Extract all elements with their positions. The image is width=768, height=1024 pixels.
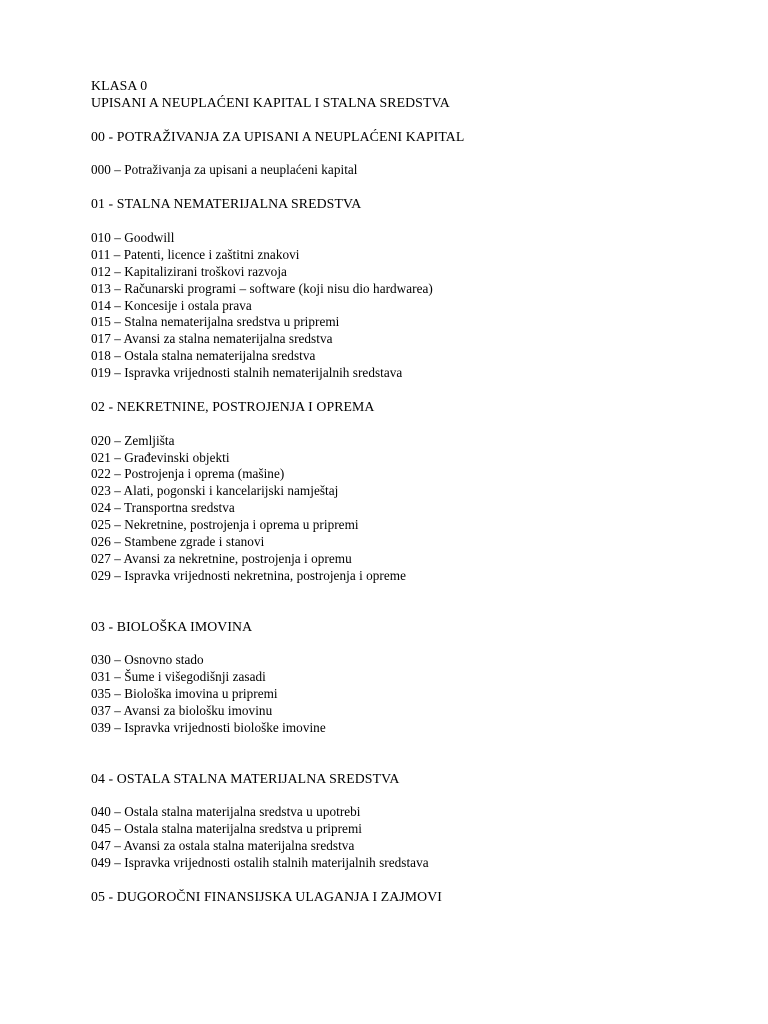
account-item: 027 – Avansi za nekretnine, postrojenja i opremu xyxy=(91,550,352,566)
account-item: 029 – Ispravka vrijednosti nekretnina, postrojenja i opreme xyxy=(91,567,406,583)
account-item: 039 – Ispravka vrijednosti biološke imovine xyxy=(91,719,326,735)
account-item: 030 – Osnovno stado xyxy=(91,652,204,668)
account-item: 000 – Potraživanja za upisani a neuplaćeni kapital xyxy=(91,162,358,178)
account-item: 026 – Stambene zgrade i stanovi xyxy=(91,534,265,550)
account-item: 013 – Računarski programi – software (koji nisu dio hardwarea) xyxy=(91,280,433,296)
account-item: 011 – Patenti, licence i zaštitni znakovi xyxy=(91,246,300,262)
section-heading-02: 02 - NEKRETNINE, POSTROJENJA I OPREMA xyxy=(91,398,375,414)
account-item: 019 – Ispravka vrijednosti stalnih nematerijalnih sredstava xyxy=(91,365,403,381)
account-item: 017 – Avansi za stalna nematerijalna sredstva xyxy=(91,331,333,347)
account-item: 022 – Postrojenja i oprema (mašine) xyxy=(91,466,285,482)
account-item: 040 – Ostala stalna materijalna sredstva u upotrebi xyxy=(91,804,361,820)
class-label: KLASA 0 xyxy=(91,78,148,93)
account-item: 015 – Stalna nematerijalna sredstva u pripremi xyxy=(91,314,340,330)
account-item: 014 – Koncesije i ostala prava xyxy=(91,297,252,313)
account-item: 045 – Ostala stalna materijalna sredstva u pripremi xyxy=(91,821,362,837)
account-item: 037 – Avansi za biološku imovinu xyxy=(91,702,273,718)
class-title: UPISANI A NEUPLAĆENI KAPITAL I STALNA SREDSTVA xyxy=(91,94,450,110)
account-item: 018 – Ostala stalna nematerijalna sredstva xyxy=(91,348,316,364)
section-heading-00: 00 - POTRAŽIVANJA ZA UPISANI A NEUPLAĆENI KAPITAL xyxy=(91,128,465,144)
account-item: 024 – Transportna sredstva xyxy=(91,500,235,516)
account-item: 012 – Kapitalizirani troškovi razvoja xyxy=(91,263,287,279)
account-item: 049 – Ispravka vrijednosti ostalih stalnih materijalnih sredstava xyxy=(91,855,429,870)
account-item: 021 – Građevinski objekti xyxy=(91,449,230,465)
account-item: 010 – Goodwill xyxy=(91,230,175,246)
account-item: 025 – Nekretnine, postrojenja i oprema u pripremi xyxy=(91,517,359,533)
account-item: 031 – Šume i višegodišnji zasadi xyxy=(91,669,266,685)
section-heading-05: 05 - DUGOROČNI FINANSIJSKA ULAGANJA I ZAJMOVI xyxy=(91,888,442,904)
section-heading-04: 04 - OSTALA STALNA MATERIJALNA SREDSTVA xyxy=(91,770,400,786)
section-heading-03: 03 - BIOLOŠKA IMOVINA xyxy=(91,618,253,634)
account-item: 023 – Alati, pogonski i kancelarijski namještaj xyxy=(91,483,339,499)
document-page xyxy=(91,78,731,906)
account-item: 020 – Zemljišta xyxy=(91,432,175,448)
section-heading-01: 01 - STALNA NEMATERIJALNA SREDSTVA xyxy=(91,196,362,212)
account-item: 047 – Avansi za ostala stalna materijalna sredstva xyxy=(91,838,355,854)
account-item: 035 – Biološka imovina u pripremi xyxy=(91,686,278,702)
